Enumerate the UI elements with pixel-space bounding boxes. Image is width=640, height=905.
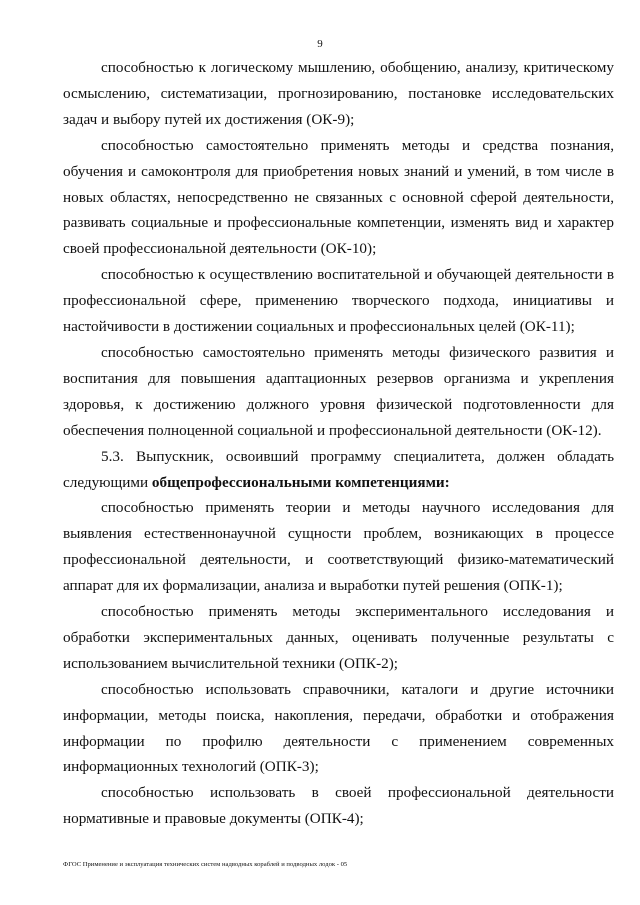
paragraph-opk-3: способностью использовать справочники, каталоги и другие источники информации, методы поиска, накопления, передачи, обработки и отображения информации по профилю деятельности с применением современных информационных технологий (ОПК-3); [63,680,614,776]
section-5-3 [63,444,614,496]
page-number: 9 [317,38,323,50]
paragraph-ok-9: способностью к логическому мышлению, обобщению, анализу, критическому осмыслению, систематизации, прогнозированию, постановке исследовательских задач и выбору путей их достижения (ОК-9); [63,59,614,128]
section-5-3-bold: общепрофессиональными компетенциями: [151,473,450,491]
paragraph-opk-4: способностью использовать в своей профессиональной деятельности нормативные и правовые документы (ОПК-4); [63,784,614,828]
section-5-3-lead: 5.3. Выпускник, освоивший программу специалитета, должен обладать следующими [63,447,614,491]
paragraph-opk-2: способностью применять методы экспериментального исследования и обработки экспериментальных данных, оценивать полученные результаты с использованием вычислительной техники (ОПК-2); [63,603,614,672]
paragraph-ok-11: способностью к осуществлению воспитательной и обучающей деятельности в профессиональной сфере, применению творческого подхода, инициативы и настойчивости в достижении социальных и профессиональных целей (ОК-11); [63,266,614,336]
document-body [63,55,614,832]
paragraph-ok-10: способностью самостоятельно применять методы и средства познания, обучения и самоконтроля для приобретения новых знаний и умений, в том числе в новых областях, непосредственно не связанных с основной сферой деятельности, развивать социальные и профессиональные компетенции, изменять вид и характер своей профессиональной деятельности (ОК-10); [63,136,614,258]
paragraph-ok-12: способностью самостоятельно применять методы физического развития и воспитания для повышения адаптационных резервов организма и укрепления здоровья, к достижению должного уровня физической подготовленности для обеспечения полноценной социальной и профессиональной деятельности (ОК-12). [63,343,614,439]
document-footer: ФГОС Применение и эксплуатация технических систем надводных кораблей и подводных лодок - 05 [63,861,348,868]
paragraph-opk-1: способностью применять теории и методы научного исследования для выявления естественнонаучной сущности проблем, возникающих в процессе профессиональной деятельности, и соответствующий физико-математический аппарат для их формализации, анализа и выработки путей решения (ОПК-1); [63,499,614,595]
